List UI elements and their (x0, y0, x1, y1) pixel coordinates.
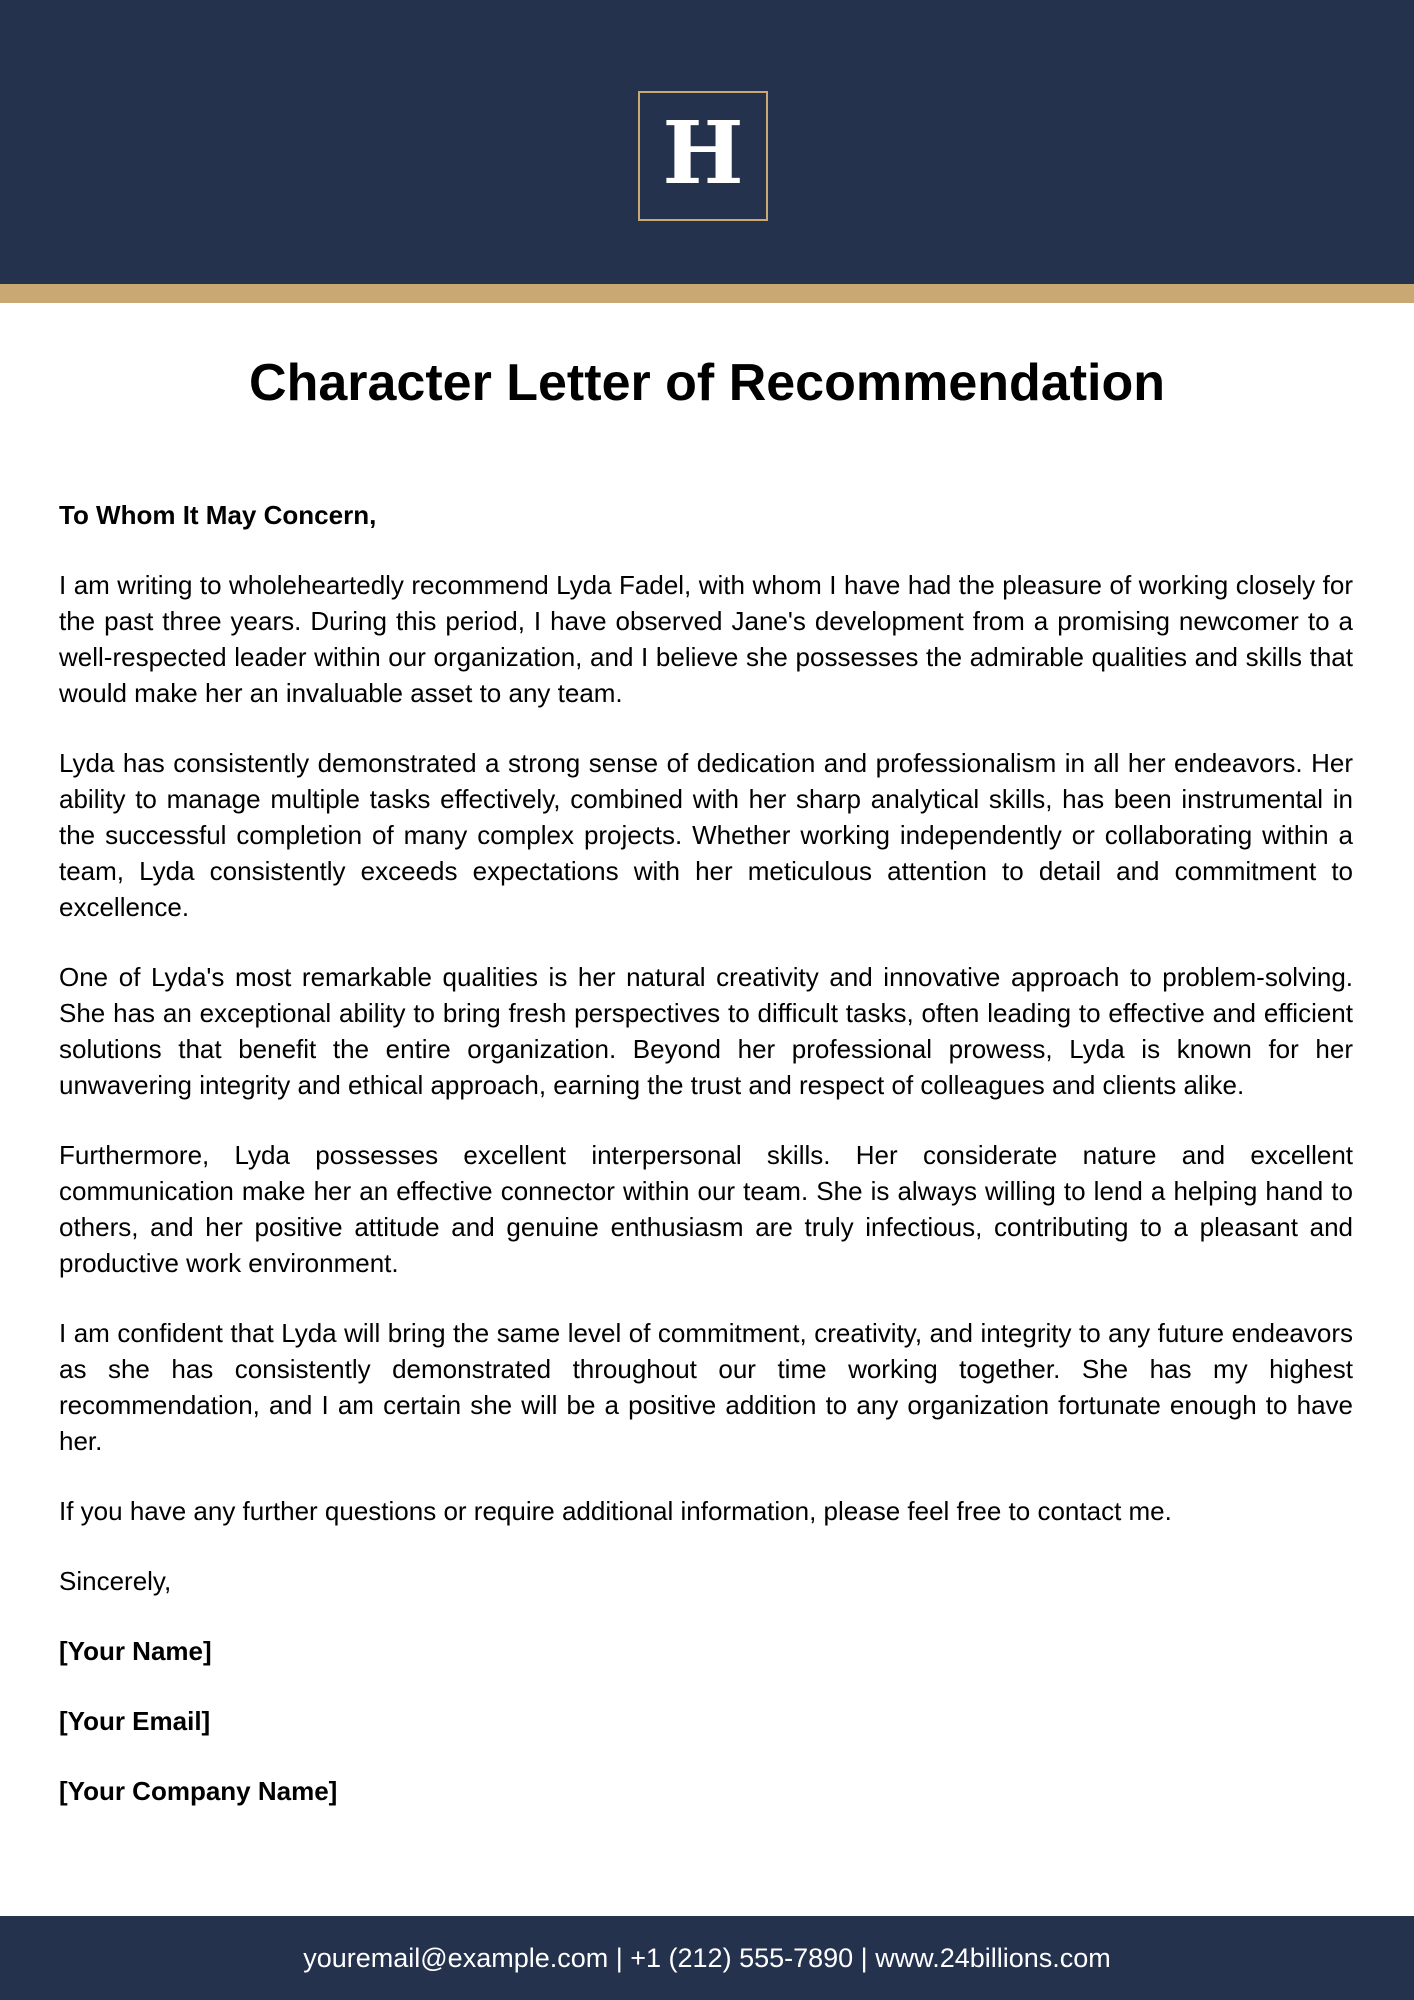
header-banner (0, 0, 1414, 284)
footer-banner (0, 1916, 1414, 2000)
salutation: To Whom It May Concern, (59, 500, 377, 530)
signature-company: [Your Company Name] (59, 1776, 338, 1806)
paragraph-4: Furthermore, Lyda possesses excellent interpersonal skills. Her considerate nature and excellent communication make her an effective connector within our team. She is always willing to lend a helping hand to others, and her positive attitude and genuine enthusiasm are truly infectious, contributing to a pleasant and productive work environment. (59, 1140, 1353, 1278)
monogram-logo (638, 91, 768, 221)
paragraph-5: I am confident that Lyda will bring the same level of commitment, creativity, and integrity to any future endeavors as she has consistently demonstrated throughout our time working together. She has my highest recommendation, and I am certain she will be a positive addition to any organization fortunate enough to have her. (59, 1318, 1353, 1456)
gold-divider (0, 284, 1414, 303)
signature-name: [Your Name] (59, 1636, 212, 1666)
page-title: Character Letter of Recommendation (249, 354, 1165, 412)
footer-contact: youremail@example.com | +1 (212) 555-7890 | www.24billions.com (303, 1942, 1111, 1973)
paragraph-1: I am writing to wholeheartedly recommend Lyda Fadel, with whom I have had the pleasure of working closely for the past three years. During this period, I have observed Jane's development from a promising newcomer to a well-respected leader within our organization, and I believe she possesses the admirable qualities and skills that would make her an invaluable asset to any team. (59, 570, 1353, 708)
letter-body (59, 497, 1353, 1843)
paragraph-3: One of Lyda's most remarkable qualities is her natural creativity and innovative approach to problem-solving. She has an exceptional ability to bring fresh perspectives to difficult tasks, often leading to effective and efficient solutions that benefit the entire organization. Beyond her professional prowess, Lyda is known for her unwavering integrity and ethical approach, earning the trust and respect of colleagues and clients alike. (59, 962, 1353, 1100)
paragraph-6: If you have any further questions or require additional information, please feel free to contact me. (59, 1496, 1172, 1526)
monogram-letter: H (662, 103, 744, 204)
closing: Sincerely, (59, 1566, 172, 1596)
paragraph-2: Lyda has consistently demonstrated a strong sense of dedication and professionalism in all her endeavors. Her ability to manage multiple tasks effectively, combined with her sharp analytical skills, has been instrumental in the successful completion of many complex projects. Whether working independently or collaborating within a team, Lyda consistently exceeds expectations with her meticulous attention to detail and commitment to excellence. (59, 748, 1353, 922)
signature-email: [Your Email] (59, 1706, 211, 1736)
